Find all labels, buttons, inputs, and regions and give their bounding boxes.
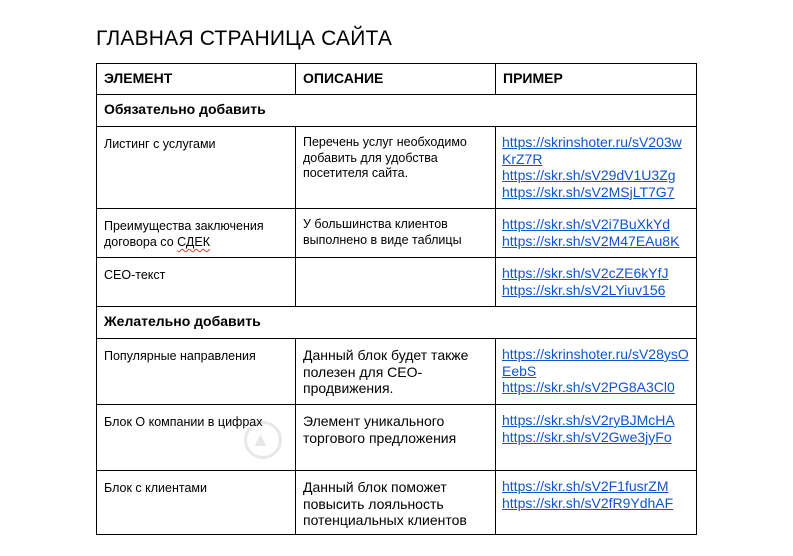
element-description [296,258,496,307]
example-link[interactable]: https://skr.sh/sV2ryBJMcHA [502,412,675,428]
column-header-example: ПРИМЕР [496,64,697,95]
table-row [97,258,697,307]
column-header-description: ОПИСАНИЕ [296,64,496,95]
section-row-required [97,95,697,127]
element-name: Блок с клиентами [97,471,296,535]
element-name-text: Преимущества заключения договора со [104,219,264,249]
element-description: Данный блок будет также полезен для СЕО-продвижения. [296,339,496,405]
example-links [496,209,697,258]
content-table [96,63,697,535]
example-link[interactable]: https://skr.sh/sV2Gwe3jyFo [502,428,672,445]
element-description: Перечень услуг необходимо добавить для удобства посетителя сайта. [296,127,496,209]
spellcheck-flagged-word: СДЕК [177,235,210,249]
example-link[interactable]: https://skr.sh/sV2cZE6kYfJ [502,265,669,281]
watermark-logo-icon: ▲ [244,421,282,459]
example-link[interactable]: https://skrinshoter.ru/sV28ysOEebS [502,346,689,379]
example-link[interactable]: https://skr.sh/sV2PG8A3Cl0 [502,379,675,395]
example-links [496,258,697,307]
example-link[interactable]: https://skr.sh/sV29dV1U3Zg [502,167,676,183]
table-row [97,209,697,258]
example-link[interactable]: https://skr.sh/sV2MSjLT7G7 [502,183,675,200]
column-header-element: ЭЛЕМЕНТ [97,64,296,95]
example-link[interactable]: https://skrinshoter.ru/sV203wKrZ7R [502,134,682,167]
element-description: У большинства клиентов выполнено в виде таблицы [296,209,496,258]
element-name: СЕО-текст [97,258,296,307]
element-description: Данный блок поможет повысить лояльность потенциальных клиентов [296,471,496,535]
element-name: Листинг с услугами [97,127,296,209]
example-links [496,471,697,535]
table-row [97,127,697,209]
example-link[interactable]: https://skr.sh/sV2i7BuXkYd [502,216,671,232]
example-links [496,405,697,471]
page-title: ГЛАВНАЯ СТРАНИЦА САЙТА [96,27,393,50]
element-name: Популярные направления [97,339,296,405]
example-link[interactable]: https://skr.sh/sV2fR9YdhAF [502,494,674,511]
element-description: Элемент уникального торгового предложения [296,405,496,471]
example-link[interactable]: https://skr.sh/sV2M47EAu8K [502,232,680,249]
example-links [496,127,697,209]
element-name [97,209,296,258]
table-row [97,339,697,405]
example-links [496,339,697,405]
example-link[interactable]: https://skr.sh/sV2F1fusrZM [502,478,669,494]
section-label: Желательно добавить [97,307,697,339]
header-row [97,64,697,95]
table-row [97,471,697,535]
section-row-optional [97,307,697,339]
section-label: Обязательно добавить [97,95,697,127]
example-link[interactable]: https://skr.sh/sV2LYiuv156 [502,281,666,298]
table-row [97,405,697,471]
element-name: Блок О компании в цифрах [97,405,296,471]
